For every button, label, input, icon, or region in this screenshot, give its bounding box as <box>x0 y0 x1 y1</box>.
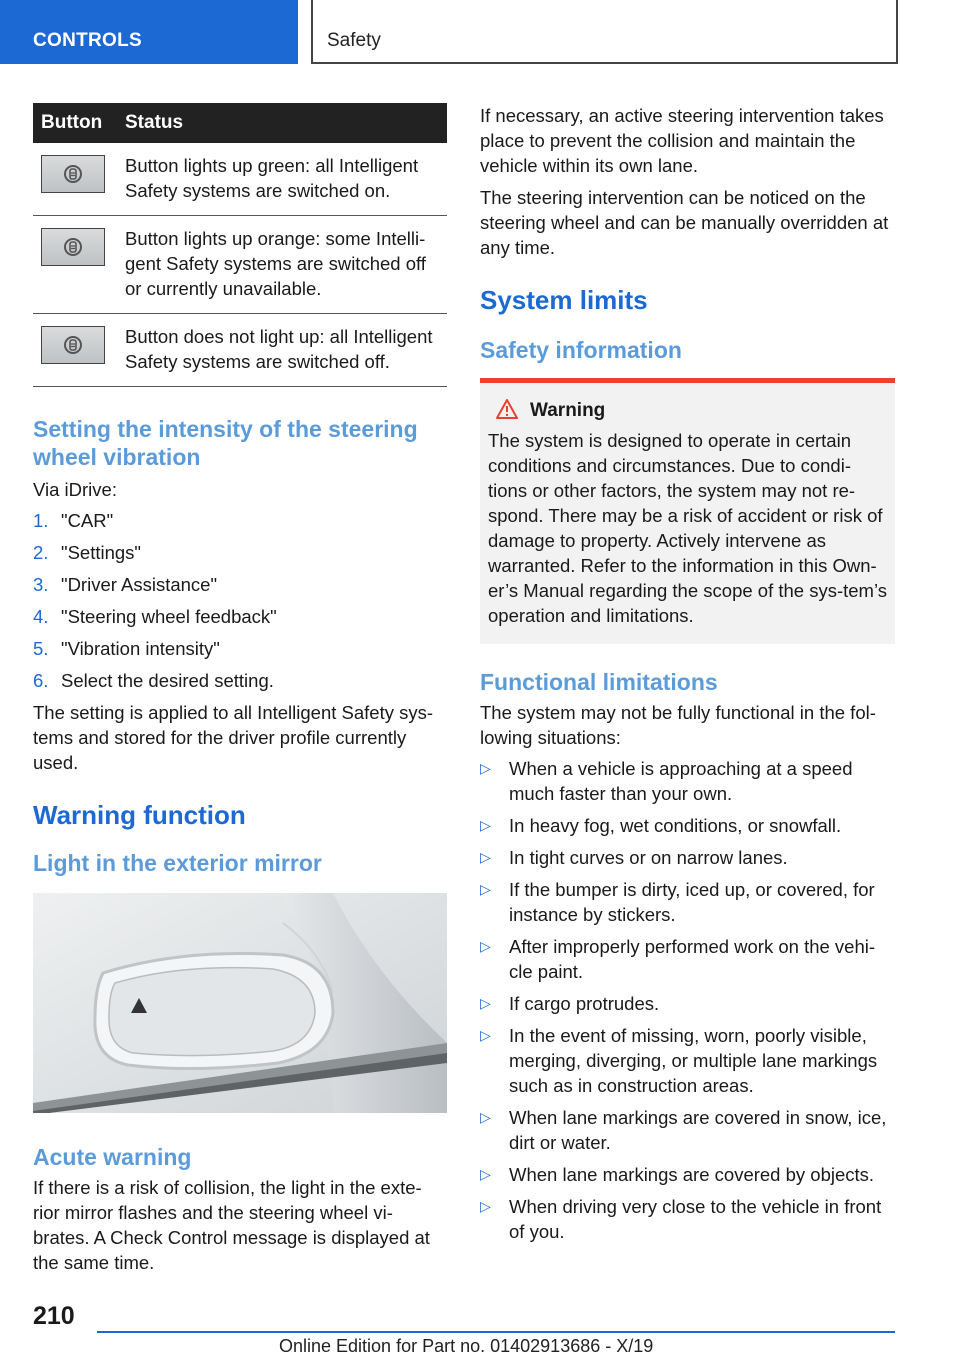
bullet-triangle-icon: ▷ <box>480 1109 491 1125</box>
intelligent-safety-button-icon <box>41 155 105 193</box>
heading-warning-function: Warning function <box>33 800 246 830</box>
table-row <box>33 216 447 314</box>
intelligent-safety-button-icon <box>41 326 105 364</box>
steps-list <box>33 508 447 693</box>
header-section-tab <box>0 0 298 64</box>
bullet-triangle-icon: ▷ <box>480 1166 491 1182</box>
bullet-triangle-icon: ▷ <box>480 1027 491 1043</box>
list-item: ▷ In heavy fog, wet conditions, or snowfall. <box>480 815 842 836</box>
bullet-triangle-icon: ▷ <box>480 995 491 1011</box>
list-item: ▷ In tight curves or on narrow lanes. <box>480 847 788 868</box>
list-item: 1. "CAR" <box>33 510 114 531</box>
steering-intervention-text: If necessary, an active steering intervention takes place to prevent the collision and maintain the vehicle within its own lane. <box>480 105 884 176</box>
bullet-triangle-icon: ▷ <box>480 760 491 776</box>
warning-text: The system is designed to operate in certain conditions and circumstances. Due to condi-tions or other factors, the system may not re-spond. There may be a risk of accident or risk of damage to property. Actively intervene as warranted. Refer to the information in this Own-er’s Manual regarding the scope of the sys-tem’s operation and limitations. <box>488 430 887 626</box>
button-status-table <box>33 103 447 387</box>
warning-box <box>480 378 895 644</box>
list-item: 5. "Vibration intensity" <box>33 638 220 659</box>
heading-safety-information: Safety information <box>480 337 682 363</box>
list-item: 3. "Driver Assistance" <box>33 574 218 595</box>
header-chapter-label: Safety <box>327 30 381 51</box>
footer-divider <box>97 1331 895 1333</box>
table-header-button: Button <box>33 103 117 143</box>
list-item: ▷ When lane markings are covered by objects. <box>480 1164 875 1185</box>
exterior-mirror-image <box>33 893 447 1113</box>
heading-vibration-intensity: Setting the intensity of the steering wheel vibration <box>33 416 418 470</box>
list-item: 4. "Steering wheel feedback" <box>33 606 277 627</box>
via-idrive: Via iDrive: <box>33 479 117 500</box>
bullet-triangle-icon: ▷ <box>480 938 491 954</box>
bullet-triangle-icon: ▷ <box>480 849 491 865</box>
bullet-triangle-icon: ▷ <box>480 1198 491 1214</box>
table-row-status: Button lights up orange: some Intelli-gent Safety systems are switched off or currently unavailable. <box>117 216 447 314</box>
list-item: ▷ When a vehicle is approaching at a speed much faster than your own. <box>480 758 853 804</box>
page-number: 210 <box>33 1302 75 1330</box>
list-item: 2. "Settings" <box>33 542 141 563</box>
table-row <box>33 314 447 387</box>
intelligent-safety-button-icon <box>41 228 105 266</box>
heading-system-limits: System limits <box>480 285 648 315</box>
functional-intro: The system may not be fully functional in the fol-lowing situations: <box>480 702 876 748</box>
setting-applied-text: The setting is applied to all Intelligent Safety sys-tems and stored for the driver profile currently used. <box>33 702 434 773</box>
list-item: ▷ After improperly performed work on the vehi-cle paint. <box>480 936 876 982</box>
list-item: ▷ When lane markings are covered in snow, ice, dirt or water. <box>480 1107 887 1153</box>
heading-light-exterior-mirror: Light in the exterior mirror <box>33 850 322 876</box>
acute-warning-text: If there is a risk of collision, the light in the exte-rior mirror flashes and the steering wheel vi-brates. A Check Control message is displayed at the same time. <box>33 1177 430 1273</box>
table-row-status: Button does not light up: all Intelligent Safety systems are switched off. <box>117 314 447 387</box>
warning-title: Warning <box>530 400 606 421</box>
heading-functional-limitations: Functional limitations <box>480 669 718 695</box>
list-item: ▷ If cargo protrudes. <box>480 993 660 1014</box>
bullet-triangle-icon: ▷ <box>480 881 491 897</box>
footer-edition: Online Edition for Part no. 01402913686 - X/19 <box>279 1336 654 1356</box>
limitations-list <box>480 756 895 1244</box>
table-row-status: Button lights up green: all Intelligent Safety systems are switched on. <box>117 143 447 216</box>
right-column <box>480 103 895 1251</box>
left-column <box>33 103 447 1275</box>
heading-acute-warning: Acute warning <box>33 1144 192 1170</box>
list-item: ▷ If the bumper is dirty, iced up, or covered, for instance by stickers. <box>480 879 875 925</box>
table-row <box>33 143 447 216</box>
header-section-label: CONTROLS <box>33 30 143 51</box>
bullet-triangle-icon: ▷ <box>480 817 491 833</box>
list-item: ▷ When driving very close to the vehicle in front of you. <box>480 1196 882 1242</box>
list-item: 6. Select the desired setting. <box>33 670 274 691</box>
list-item: ▷ In the event of missing, worn, poorly visible, merging, diverging, or multiple lane markings such as in construction areas. <box>480 1025 878 1096</box>
table-header-status: Status <box>117 103 447 143</box>
override-text: The steering intervention can be noticed on the steering wheel and can be manually overridden at any time. <box>480 187 889 258</box>
header-chapter-tab <box>311 0 898 64</box>
warning-triangle-icon <box>496 399 518 419</box>
